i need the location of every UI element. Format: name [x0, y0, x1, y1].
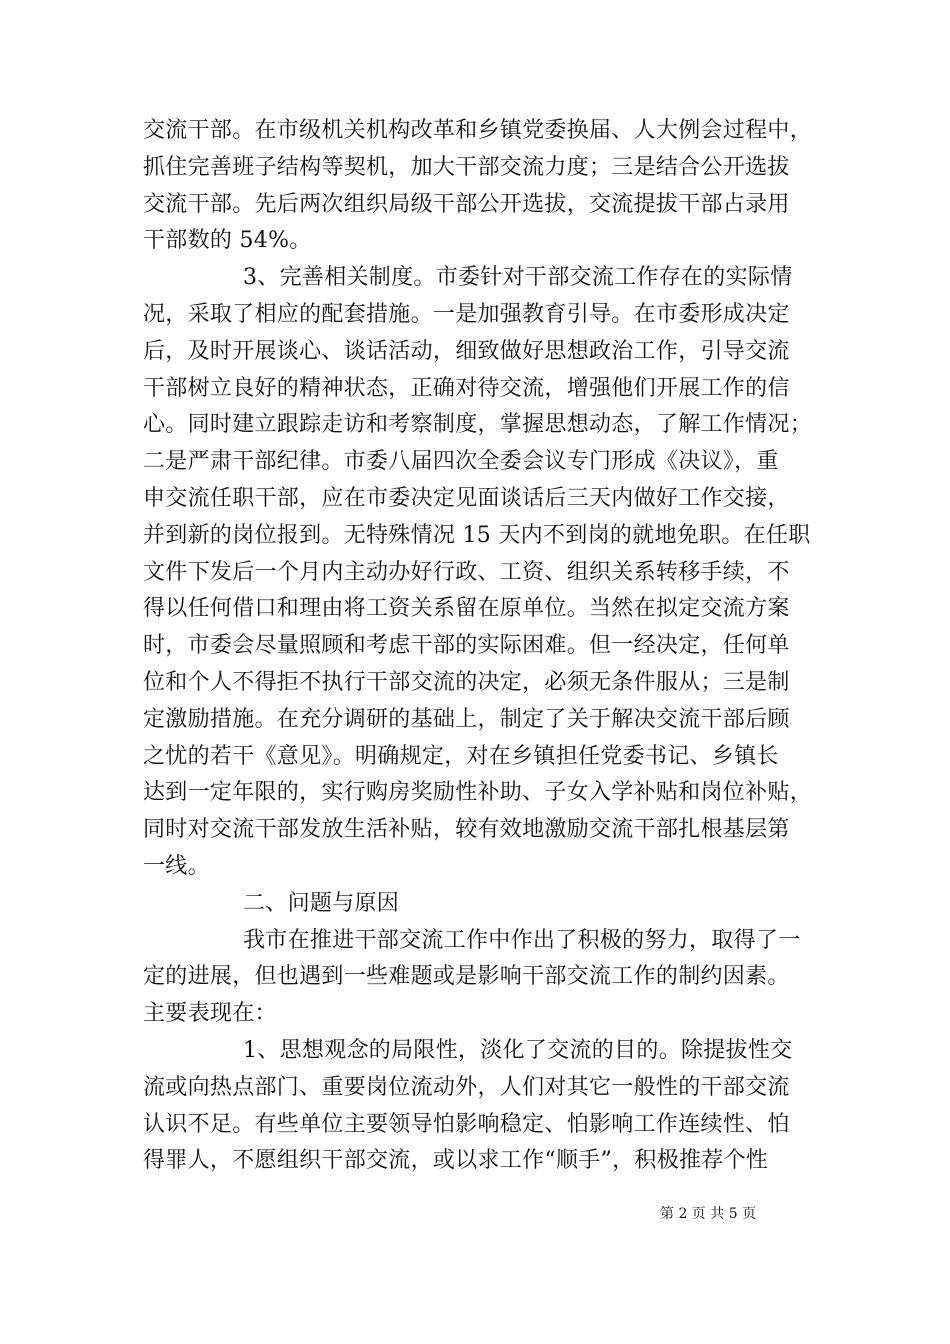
text-line: 一线。: [143, 853, 210, 879]
text-line: 后，及时开展谈心、谈话活动，细致做好思想政治工作，引导交流: [143, 338, 790, 364]
page-number-footer: 第 2 页 共 5 页: [660, 1206, 757, 1222]
text-line: 流或向热点部门、重要岗位流动外，人们对其它一般性的干部交流: [143, 1074, 790, 1100]
text-line: 文件下发后一个月内主动办好行政、工资、组织关系转移手续，不: [143, 559, 790, 585]
text-line: 定激励措施。在充分调研的基础上，制定了关于解决交流干部后顾: [143, 706, 790, 732]
text-line: 3、完善相关制度。市委针对干部交流工作存在的实际情: [243, 265, 793, 291]
text-line: 况，采取了相应的配套措施。一是加强教育引导。在市委形成决定: [143, 301, 790, 327]
text-line: 同时对交流干部发放生活补贴，较有效地激励交流干部扎根基层第: [143, 817, 790, 843]
text-line: 我市在推进干部交流工作中作出了积极的努力，取得了一: [243, 927, 801, 953]
text-line: 交流干部。在市级机关机构改革和乡镇党委换届、人大例会过程中，: [143, 118, 813, 143]
text-line: 时，市委会尽量照顾和考虑干部的实际困难。但一经决定，任何单: [143, 633, 790, 659]
text-line: 主要表现在：: [143, 1001, 277, 1027]
text-line: 申交流任职干部，应在市委决定见面谈话后三天内做好工作交接，: [143, 485, 790, 511]
text-line: 干部树立良好的精神状态，正确对待交流，增强他们开展工作的信: [143, 375, 790, 401]
text-line: 定的进展，但也遇到一些难题或是影响干部交流工作的制约因素。: [143, 964, 790, 990]
text-line: 抓住完善班子结构等契机，加大干部交流力度；三是结合公开选拔: [143, 154, 790, 180]
text-line: 得罪人，不愿组织干部交流，或以求工作“顺手”，积极推荐个性: [143, 1148, 769, 1174]
text-line: 心。同时建立跟踪走访和考察制度，掌握思想动态，了解工作情况；: [143, 412, 813, 438]
text-line: 干部数的 54%。: [143, 228, 312, 254]
text-line: 1、思想观念的局限性，淡化了交流的目的。除提拔性交: [243, 1037, 793, 1063]
text-line: 二是严肃干部纪律。市委八届四次全委会议专门形成《决议》，重: [143, 449, 779, 475]
text-line: 认识不足。有些单位主要领导怕影响稳定、怕影响工作连续性、怕: [143, 1111, 790, 1137]
text-line: 位和个人不得拒不执行干部交流的决定，必须无条件服从；三是制: [143, 669, 790, 695]
text-line: 交流干部。先后两次组织局级干部公开选拔，交流提拔干部占录用: [143, 191, 790, 217]
text-line: 得以任何借口和理由将工资关系留在原单位。当然在拟定交流方案: [143, 596, 790, 622]
body-text: [143, 113, 815, 1180]
text-line: 并到新的岗位报到。无特殊情况 15 天内不到岗的就地免职。在任职: [143, 522, 811, 548]
section-heading: 二、问题与原因: [243, 890, 400, 916]
text-line: 之忧的若干《意见》。明确规定，对在乡镇担任党委书记、乡镇长: [143, 743, 779, 769]
text-line: 达到一定年限的，实行购房奖励性补助、子女入学补贴和岗位补贴，: [143, 780, 813, 806]
